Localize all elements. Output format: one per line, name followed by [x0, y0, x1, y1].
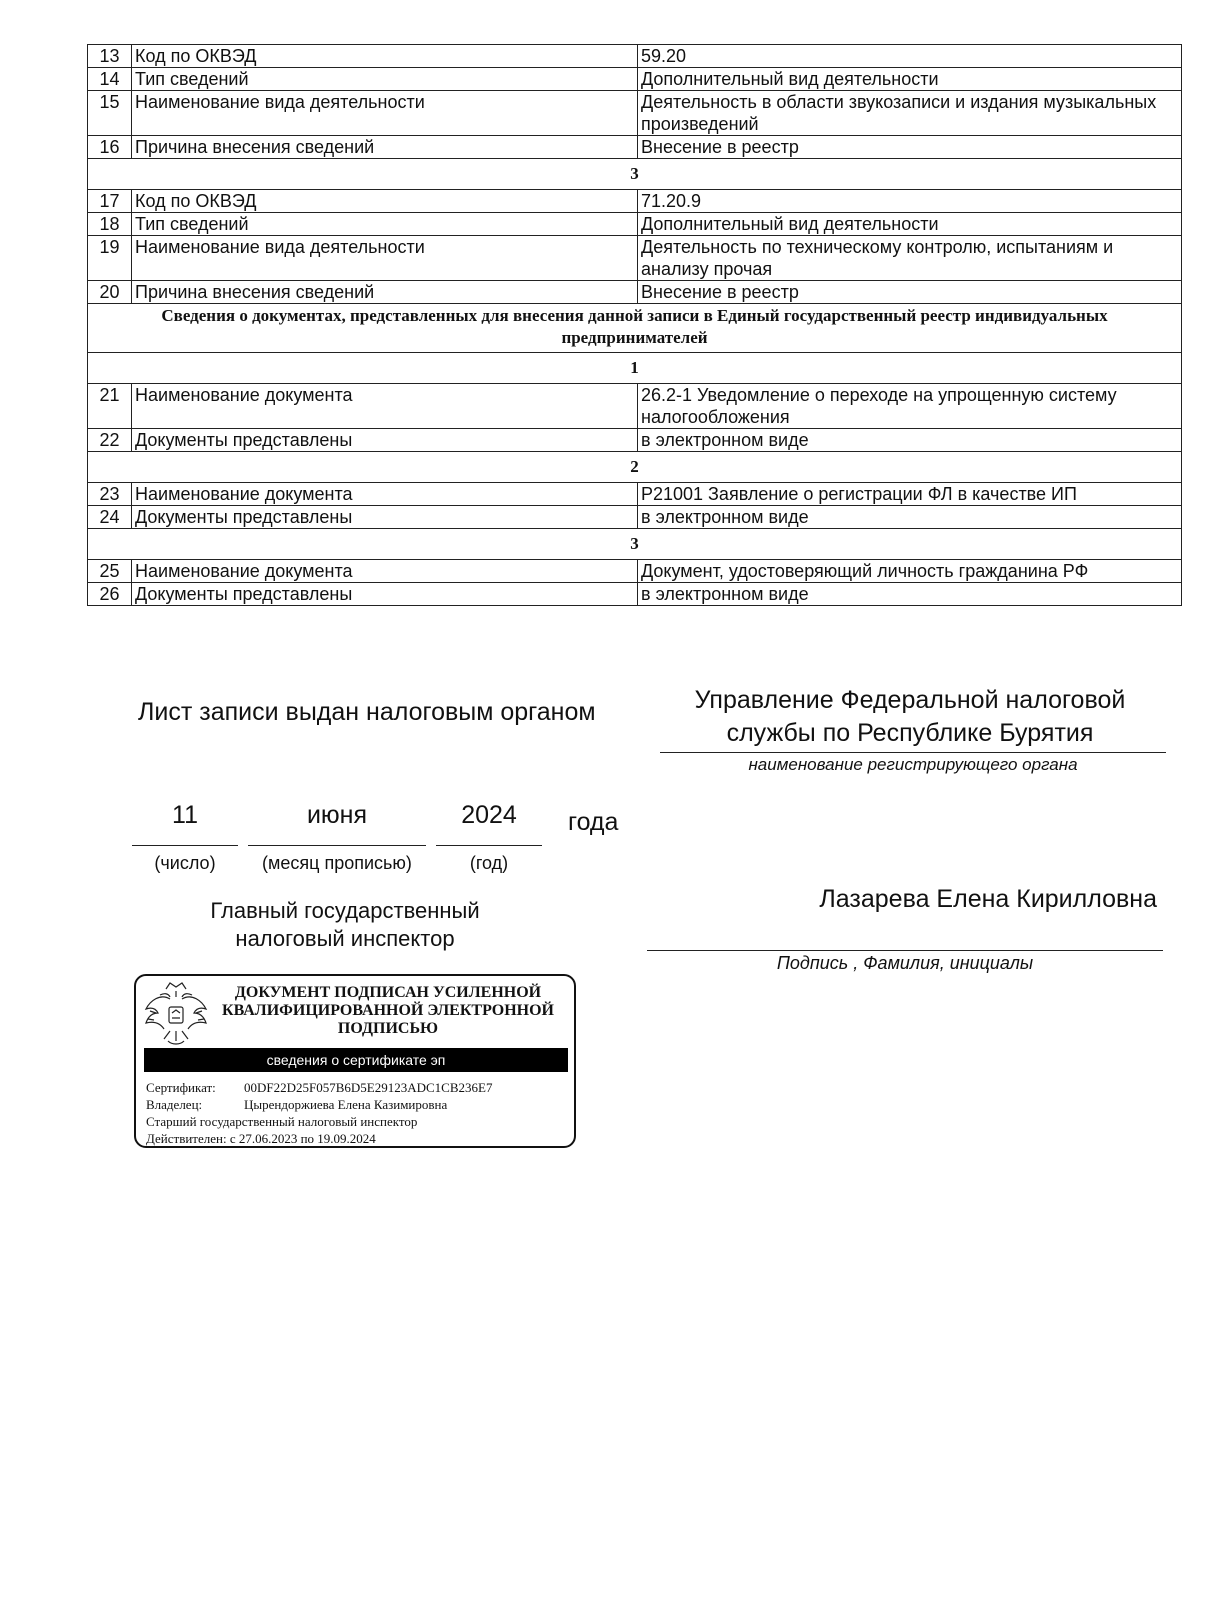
group-number: 3 — [88, 159, 1182, 190]
date-day-caption: (число) — [154, 853, 216, 873]
table-row — [88, 45, 1182, 68]
row-number: 17 — [88, 190, 132, 213]
stamp-details — [146, 1079, 492, 1147]
table-row — [88, 91, 1182, 136]
row-value: 26.2-1 Уведомление о переходе на упрощенную систему налогообложения — [638, 384, 1182, 429]
table-row — [88, 483, 1182, 506]
group-number: 1 — [88, 353, 1182, 384]
group-number: 3 — [88, 529, 1182, 560]
row-number: 21 — [88, 384, 132, 429]
stamp-owner-row — [146, 1096, 492, 1113]
issued-by-label: Лист записи выдан налоговым органом — [138, 698, 596, 726]
row-value: Внесение в реестр — [638, 136, 1182, 159]
row-value: Внесение в реестр — [638, 281, 1182, 304]
stamp-validity: Действителен: с 27.06.2023 по 19.09.2024 — [146, 1131, 376, 1146]
table-row — [88, 190, 1182, 213]
signer-name: Лазарева Елена Кирилловна — [819, 885, 1157, 913]
row-value: Дополнительный вид деятельности — [638, 68, 1182, 91]
inspector-title: Главный государственный налоговый инспектор — [210, 898, 480, 951]
group-number: 2 — [88, 452, 1182, 483]
authority-name: Управление Федеральной налоговой службы по Республике Бурятия — [694, 686, 1126, 747]
date-month: июня — [306, 801, 368, 829]
table-row — [88, 68, 1182, 91]
stamp-position: Старший государственный налоговый инспектор — [146, 1114, 418, 1129]
row-number: 15 — [88, 91, 132, 136]
row-label: Наименование документа — [132, 384, 638, 429]
row-label: Наименование вида деятельности — [132, 91, 638, 136]
date-year-underline — [436, 845, 542, 846]
date-year-caption: (год) — [469, 853, 509, 873]
row-value: Деятельность в области звукозаписи и издания музыкальных произведений — [638, 91, 1182, 136]
authority-underline — [660, 752, 1166, 753]
stamp-certificate-row — [146, 1079, 492, 1096]
table-row — [88, 506, 1182, 529]
row-label: Причина внесения сведений — [132, 136, 638, 159]
row-number: 19 — [88, 236, 132, 281]
row-label: Документы представлены — [132, 583, 638, 606]
table-row — [88, 583, 1182, 606]
date-month-caption: (месяц прописью) — [262, 853, 412, 873]
row-label: Наименование документа — [132, 560, 638, 583]
row-value: в электронном виде — [638, 429, 1182, 452]
row-number: 18 — [88, 213, 132, 236]
table-row — [88, 213, 1182, 236]
e-signature-stamp — [134, 974, 576, 1148]
stamp-certificate-value: 00DF22D25F057B6D5E29123ADC1CB236E7 — [244, 1080, 493, 1095]
row-value: Р21001 Заявление о регистрации ФЛ в качестве ИП — [638, 483, 1182, 506]
group-number-row — [88, 353, 1182, 384]
section-heading: Сведения о документах, представленных для внесения данной записи в Единый государственный реестр индивидуальных предпринимателей — [88, 304, 1182, 353]
row-label: Тип сведений — [132, 213, 638, 236]
row-value: в электронном виде — [638, 506, 1182, 529]
row-label: Документы представлены — [132, 506, 638, 529]
table-row — [88, 429, 1182, 452]
stamp-certificate-bar: сведения о сертификате эп — [144, 1048, 568, 1072]
table-row — [88, 136, 1182, 159]
signature-underline — [647, 950, 1163, 951]
table-row — [88, 560, 1182, 583]
table-row — [88, 281, 1182, 304]
row-label: Документы представлены — [132, 429, 638, 452]
row-label: Код по ОКВЭД — [132, 45, 638, 68]
row-number: 13 — [88, 45, 132, 68]
group-number-row — [88, 452, 1182, 483]
coat-of-arms-icon — [142, 979, 210, 1049]
row-value: Документ, удостоверяющий личность гражданина РФ — [638, 560, 1182, 583]
row-value: Дополнительный вид деятельности — [638, 213, 1182, 236]
row-number: 25 — [88, 560, 132, 583]
section-heading-row — [88, 304, 1182, 353]
row-value: Деятельность по техническому контролю, испытаниям и анализу прочая — [638, 236, 1182, 281]
row-value: 59.20 — [638, 45, 1182, 68]
date-day-underline — [132, 845, 238, 846]
group-number-row — [88, 529, 1182, 560]
table-row — [88, 236, 1182, 281]
row-label: Наименование вида деятельности — [132, 236, 638, 281]
row-value: 71.20.9 — [638, 190, 1182, 213]
registry-table — [87, 44, 1182, 606]
row-number: 20 — [88, 281, 132, 304]
date-suffix: года — [568, 808, 619, 836]
row-number: 23 — [88, 483, 132, 506]
row-value: в электронном виде — [638, 583, 1182, 606]
row-label: Причина внесения сведений — [132, 281, 638, 304]
row-number: 14 — [88, 68, 132, 91]
row-label: Наименование документа — [132, 483, 638, 506]
stamp-heading: ДОКУМЕНТ ПОДПИСАН УСИЛЕННОЙ КВАЛИФИЦИРОВАННОЙ ЭЛЕКТРОННОЙ ПОДПИСЬЮ — [221, 984, 554, 1037]
date-day: 11 — [172, 801, 198, 829]
row-label: Код по ОКВЭД — [132, 190, 638, 213]
date-month-underline — [248, 845, 426, 846]
stamp-owner-value: Цырендоржиева Елена Казимировна — [244, 1097, 448, 1112]
group-number-row — [88, 159, 1182, 190]
stamp-certificate-label: Сертификат: — [146, 1080, 216, 1095]
date-year: 2024 — [461, 801, 517, 829]
table-row — [88, 384, 1182, 429]
row-label: Тип сведений — [132, 68, 638, 91]
row-number: 16 — [88, 136, 132, 159]
authority-caption: наименование регистрирующего органа — [748, 755, 1078, 774]
row-number: 24 — [88, 506, 132, 529]
row-number: 22 — [88, 429, 132, 452]
stamp-owner-label: Владелец: — [146, 1097, 203, 1112]
row-number: 26 — [88, 583, 132, 606]
signature-caption: Подпись , Фамилия, инициалы — [776, 953, 1034, 973]
